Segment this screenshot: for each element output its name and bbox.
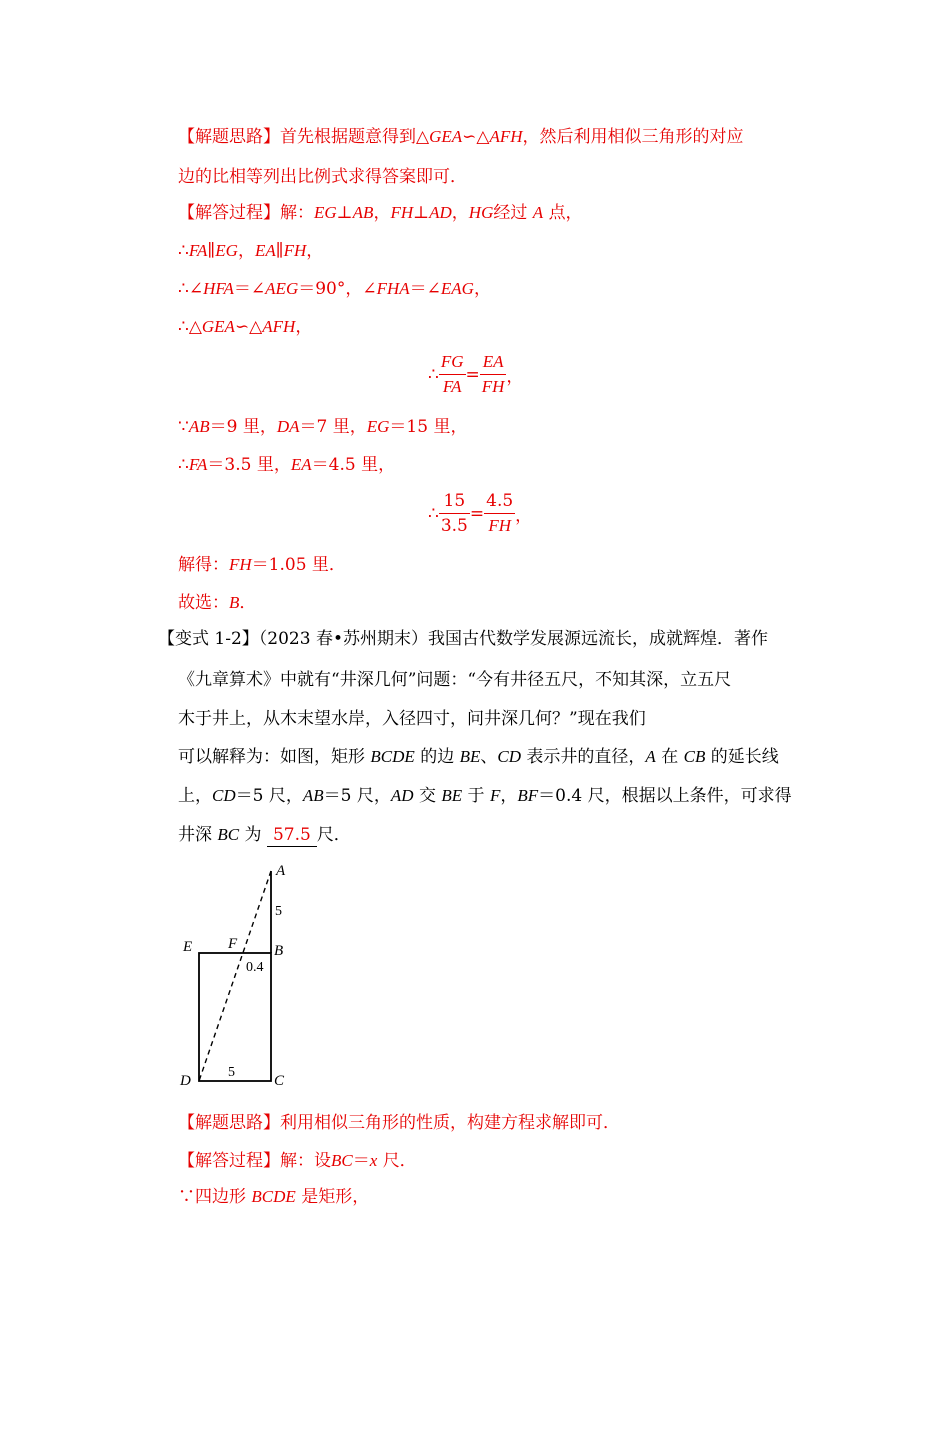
process-tag-2: 【解答过程】 (178, 1151, 280, 1171)
question-line-5: 上，CD＝5 尺，AB＝5 尺，AD 交 BE 于 F，BF＝0.4 尺，根据以上条件，可求得 (178, 786, 792, 806)
question-line-4: 可以解释为：如图，矩形 BCDE 的边 BE、CD 表示井的直径，A 在 CB 的延长线 (178, 747, 779, 767)
step-choice: 故选：B． (178, 593, 257, 613)
formula-ratio-1: ∴ $\frac{FG}{FA}$ = $\frac{EA}{FH}$ ， (428, 350, 523, 399)
question-line-3: 木于井上，从木末望水岸，入径四寸，问井深几何？”现在我们 (178, 709, 646, 729)
label-a: A (276, 863, 286, 879)
solution2-process: 【解答过程】解：设BC＝x 尺． (178, 1151, 417, 1171)
label-c: C (274, 1073, 285, 1089)
question-line-2: 《九章算术》中就有“井深几何”问题：“今有井径五尺，不知其深，立五尺 (178, 670, 732, 690)
solution2-rectangle: ∵四边形 BCDE 是矩形， (178, 1187, 370, 1207)
label-f: F (228, 936, 238, 952)
process-tag: 【解答过程】 (178, 203, 280, 223)
question-line-1: 【变式 1-2】（2023 春•苏州期末）我国古代数学发展源远流长，成就辉煌．著作 (158, 629, 768, 649)
sight-line-ad (199, 871, 271, 1081)
solution-process-line: 【解答过程】解：EG⊥AB，FH⊥AD，HG经过 A 点， (178, 203, 583, 223)
step-angles: ∴∠HFA＝∠AEG＝90°，∠FHA＝∠EAG， (178, 279, 491, 299)
well-diagram (170, 855, 310, 1095)
length-dc: 5 (228, 1065, 235, 1080)
fraction-15-3.5: $\frac{15}{3.5}$ (440, 491, 468, 536)
fraction-4.5-fh: $\frac{4.5}{FH}$ (486, 491, 514, 535)
step-given: ∵AB＝9 里，DA＝7 里，EG＝15 里， (178, 417, 468, 437)
solution-idea-line-2: 边的比相等列出比例式求得答案即可． (178, 167, 467, 187)
step-calc: ∴FA＝3.5 里，EA＝4.5 里， (178, 455, 396, 475)
length-ab: 5 (275, 904, 282, 919)
question-line-6: 井深 BC 为 57.5 尺． (178, 825, 351, 845)
label-b: B (274, 943, 284, 959)
answer-blank: 57.5 (267, 824, 317, 847)
length-bf: 0.4 (246, 960, 264, 975)
label-d: D (180, 1073, 191, 1089)
step-similar: ∴△GEA∽△AFH， (178, 317, 313, 337)
question-tag: 【变式 1-2】 (158, 629, 259, 649)
fraction-fg-fa: $\frac{FG}{FA}$ (440, 352, 464, 396)
step-parallel: ∴FA∥EG，EA∥FH， (178, 241, 324, 261)
solution2-idea: 【解题思路】利用相似三角形的性质，构建方程求解即可． (178, 1113, 620, 1133)
idea-tag: 【解题思路】 (178, 127, 280, 147)
step-result: 解得：FH＝1.05 里． (178, 555, 346, 575)
label-e: E (183, 939, 193, 955)
fraction-ea-fh: $\frac{EA}{FH}$ (481, 352, 505, 396)
idea-tag-2: 【解题思路】 (178, 1113, 280, 1133)
solution-idea-line-1: 【解题思路】首先根据题意得到△GEA∽△AFH，然后利用相似三角形的对应 (178, 127, 744, 147)
formula-ratio-2: ∴ $\frac{15}{3.5}$ = $\frac{4.5}{FH}$ ， (428, 491, 533, 536)
